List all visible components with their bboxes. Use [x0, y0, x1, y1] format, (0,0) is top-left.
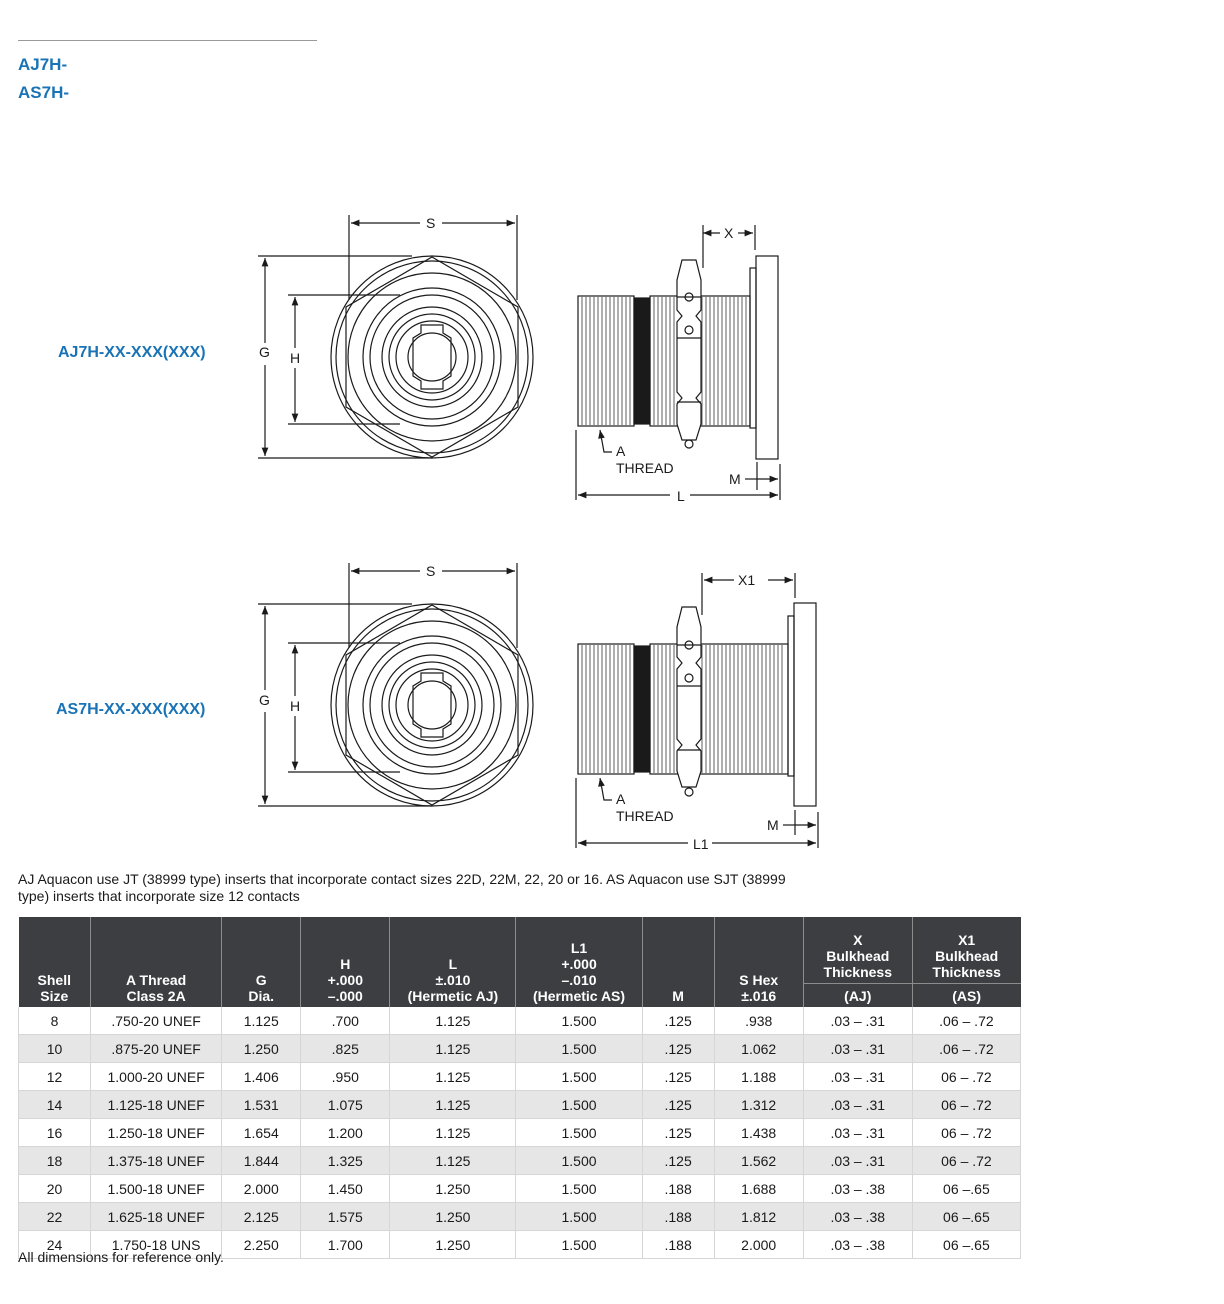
table-cell: 1.250: [390, 1203, 516, 1231]
dim-s-2: S: [426, 563, 436, 579]
table-cell: 10: [19, 1035, 91, 1063]
table-cell: .03 – .38: [803, 1231, 912, 1259]
footer-note: All dimensions for reference only.: [18, 1249, 224, 1265]
col-header-shell-size: [19, 917, 91, 1007]
front-view-as7h: [258, 563, 533, 806]
header-line: +.000: [561, 956, 597, 972]
table-cell: 1.075: [301, 1091, 390, 1119]
table-cell: .825: [301, 1035, 390, 1063]
table-cell: 1.062: [714, 1035, 803, 1063]
table-cell: 06 – .72: [912, 1147, 1020, 1175]
dimensions-table: [18, 917, 1021, 1259]
dim-s-1: S: [426, 215, 436, 231]
col-header-s-hex: [714, 917, 803, 1007]
table-cell: 2.000: [714, 1231, 803, 1259]
table-cell: 06 – .72: [912, 1063, 1020, 1091]
table-cell: 1.688: [714, 1175, 803, 1203]
table-cell: 06 –.65: [912, 1203, 1020, 1231]
dim-thread-2: THREAD: [616, 808, 674, 824]
dim-thread-1: THREAD: [616, 460, 674, 476]
table-cell: 06 – .72: [912, 1091, 1020, 1119]
table-cell: 1.500: [516, 1007, 642, 1035]
table-cell: 1.500: [516, 1091, 642, 1119]
col-header-g: [222, 917, 301, 1007]
table-cell: 1.450: [301, 1175, 390, 1203]
table-cell: .03 – .31: [803, 1007, 912, 1035]
series-aj7h: AJ7H-: [18, 55, 68, 74]
header-line: Dia.: [248, 988, 275, 1004]
table-cell: 1.844: [222, 1147, 301, 1175]
table-cell: 1.500: [516, 1063, 642, 1091]
table-cell: 1.406: [222, 1063, 301, 1091]
table-cell: 1.500: [516, 1203, 642, 1231]
header-line: Bulkhead: [935, 948, 999, 964]
table-cell: .750-20 UNEF: [91, 1007, 222, 1035]
table-cell: .125: [642, 1091, 714, 1119]
table-cell: .03 – .38: [803, 1203, 912, 1231]
header-line: X: [853, 932, 863, 948]
header-line: Shell: [37, 972, 72, 988]
table-cell: 2.250: [222, 1231, 301, 1259]
table-cell: 1.325: [301, 1147, 390, 1175]
col-header-h: [301, 917, 390, 1007]
table-cell: 1.250: [222, 1035, 301, 1063]
header-line: ±.010: [435, 972, 471, 988]
table-cell: 1.531: [222, 1091, 301, 1119]
dim-l1: L1: [693, 836, 709, 852]
header-line: (Hermetic AJ): [407, 988, 499, 1004]
dim-g-1: G: [259, 344, 270, 360]
table-cell: 1.562: [714, 1147, 803, 1175]
table-cell: .950: [301, 1063, 390, 1091]
table-cell: 1.750-18 UNS: [91, 1231, 222, 1259]
table-cell: .125: [642, 1035, 714, 1063]
col-header-l: [390, 917, 516, 1007]
header-line: S Hex: [739, 972, 779, 988]
table-cell: 1.654: [222, 1119, 301, 1147]
col-header-m: [642, 917, 714, 1007]
part-label-aj7h: AJ7H-XX-XXX(XXX): [58, 344, 206, 361]
table-cell: 1.500: [516, 1035, 642, 1063]
header-line: A Thread: [126, 972, 187, 988]
table-cell: .06 – .72: [912, 1007, 1020, 1035]
table-cell: .125: [642, 1119, 714, 1147]
table-cell: .188: [642, 1231, 714, 1259]
header-line: Class 2A: [126, 988, 186, 1004]
table-cell: 1.125-18 UNEF: [91, 1091, 222, 1119]
table-cell: 1.125: [390, 1007, 516, 1035]
table-cell: .06 – .72: [912, 1035, 1020, 1063]
table-cell: 2.125: [222, 1203, 301, 1231]
table-cell: 1.125: [390, 1119, 516, 1147]
insert-note: AJ Aquacon use JT (38999 type) inserts that incorporate contact sizes 22D, 22M, 22, 20 or 16. AS Aquacon use SJT (38999 type) inserts that incorporate size 12 contacts: [18, 871, 786, 904]
table-cell: 1.500: [516, 1147, 642, 1175]
dim-m-1: M: [729, 471, 741, 487]
header-line: G: [255, 972, 267, 988]
table-cell: .03 – .38: [803, 1175, 912, 1203]
table-row: [19, 1203, 1021, 1231]
header-line: L1: [570, 940, 588, 956]
table-cell: 1.500: [516, 1175, 642, 1203]
table-cell: 24: [19, 1231, 91, 1259]
col-header-a-thread: [91, 917, 222, 1007]
dim-m-2: M: [767, 817, 779, 833]
col-subheader-aj: (AJ): [803, 984, 912, 1008]
table-cell: .188: [642, 1203, 714, 1231]
table-cell: .125: [642, 1147, 714, 1175]
header-line: L: [448, 956, 458, 972]
table-cell: 1.250: [390, 1231, 516, 1259]
table-row: [19, 1035, 1021, 1063]
table-cell: 1.188: [714, 1063, 803, 1091]
table-cell: 1.500-18 UNEF: [91, 1175, 222, 1203]
table-cell: .03 – .31: [803, 1091, 912, 1119]
front-view-aj7h: [258, 215, 533, 458]
header-line: H: [340, 956, 351, 972]
col-header-x1: [912, 917, 1020, 984]
table-cell: 1.200: [301, 1119, 390, 1147]
table-cell: 06 –.65: [912, 1231, 1020, 1259]
table-cell: 14: [19, 1091, 91, 1119]
header-line: +.000: [327, 972, 364, 988]
table-cell: .03 – .31: [803, 1063, 912, 1091]
dim-h-2: H: [290, 698, 301, 714]
dim-h-1: H: [290, 350, 301, 366]
table-row: [19, 1091, 1021, 1119]
table-cell: 20: [19, 1175, 91, 1203]
table-cell: 1.438: [714, 1119, 803, 1147]
table-cell: 2.000: [222, 1175, 301, 1203]
table-cell: 1.125: [390, 1147, 516, 1175]
header-line: Thickness: [932, 964, 1001, 980]
side-view-as7h: [576, 573, 818, 848]
table-row: [19, 1007, 1021, 1035]
table-cell: 1.000-20 UNEF: [91, 1063, 222, 1091]
table-cell: .03 – .31: [803, 1035, 912, 1063]
table-cell: 1.500: [516, 1119, 642, 1147]
table-cell: 1.250-18 UNEF: [91, 1119, 222, 1147]
part-label-as7h: AS7H-XX-XXX(XXX): [56, 701, 206, 718]
dim-l: L: [677, 488, 685, 504]
table-cell: .700: [301, 1007, 390, 1035]
header-line: (Hermetic AS): [533, 988, 626, 1004]
table-cell: 1.625-18 UNEF: [91, 1203, 222, 1231]
table-cell: 1.125: [390, 1035, 516, 1063]
header-line: Bulkhead: [826, 948, 890, 964]
header-line: Thickness: [823, 964, 893, 980]
table-cell: 1.500: [516, 1231, 642, 1259]
header-line: Size: [40, 988, 69, 1004]
table-cell: 8: [19, 1007, 91, 1035]
table-cell: 1.125: [390, 1063, 516, 1091]
header-line: M: [672, 988, 684, 1004]
table-row: [19, 1119, 1021, 1147]
table-cell: .938: [714, 1007, 803, 1035]
dim-a-2: A: [616, 791, 626, 807]
col-header-x: [803, 917, 912, 984]
table-cell: .125: [642, 1007, 714, 1035]
table-cell: 16: [19, 1119, 91, 1147]
table-body: [19, 1007, 1021, 1259]
table-cell: .125: [642, 1063, 714, 1091]
table-cell: 1.375-18 UNEF: [91, 1147, 222, 1175]
col-header-l1: [516, 917, 642, 1007]
header-line: –.010: [561, 972, 597, 988]
table-cell: 22: [19, 1203, 91, 1231]
table-cell: 1.312: [714, 1091, 803, 1119]
dim-g-2: G: [259, 692, 270, 708]
header-line: X1: [958, 932, 976, 948]
table-row: [19, 1063, 1021, 1091]
header-line: ±.016: [741, 988, 777, 1004]
table-cell: 1.250: [390, 1175, 516, 1203]
table-cell: .875-20 UNEF: [91, 1035, 222, 1063]
dim-x1: X1: [738, 572, 756, 588]
table-cell: 1.125: [222, 1007, 301, 1035]
side-view-aj7h: [576, 225, 780, 500]
table-cell: 18: [19, 1147, 91, 1175]
table-cell: .188: [642, 1175, 714, 1203]
table-cell: 1.812: [714, 1203, 803, 1231]
table-cell: 1.575: [301, 1203, 390, 1231]
dim-a-1: A: [616, 443, 626, 459]
series-as7h: AS7H-: [18, 83, 70, 102]
table-cell: 06 –.65: [912, 1175, 1020, 1203]
table-cell: 06 – .72: [912, 1119, 1020, 1147]
col-subheader-as: (AS): [912, 984, 1020, 1008]
dim-x: X: [724, 225, 734, 241]
table-cell: .03 – .31: [803, 1147, 912, 1175]
table-cell: .03 – .31: [803, 1119, 912, 1147]
table-cell: 1.700: [301, 1231, 390, 1259]
table-row: [19, 1147, 1021, 1175]
header-line: –.000: [327, 988, 363, 1004]
table-cell: 1.125: [390, 1091, 516, 1119]
table-row: [19, 1175, 1021, 1203]
table-cell: 12: [19, 1063, 91, 1091]
